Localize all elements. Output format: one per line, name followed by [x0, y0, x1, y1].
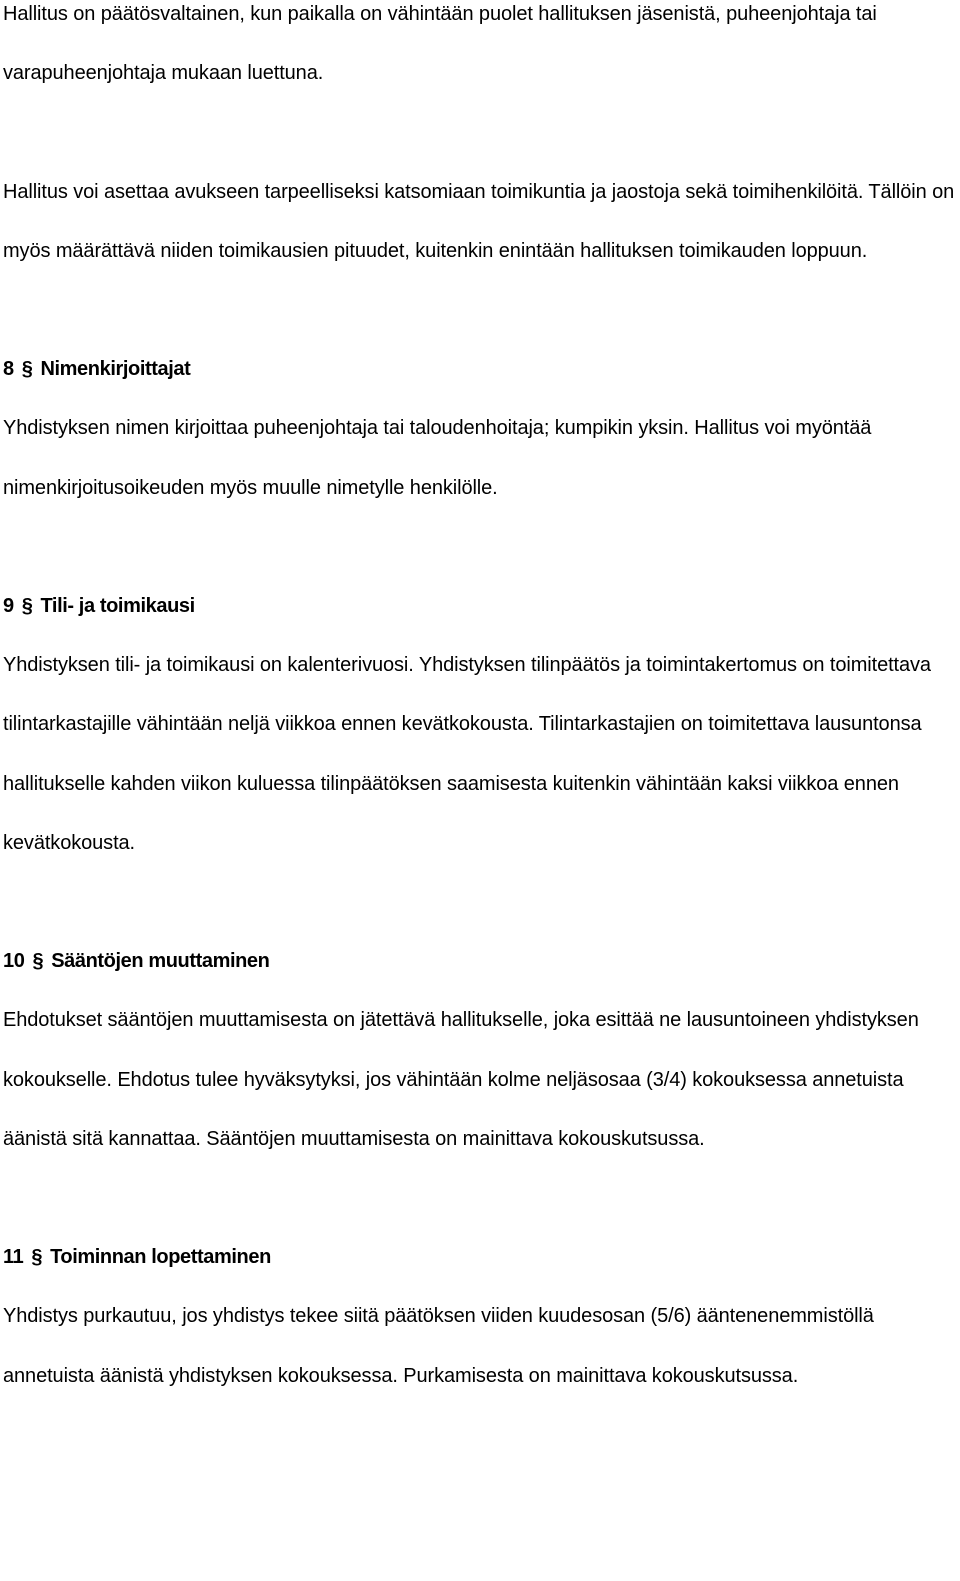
section-symbol: §: [32, 950, 44, 973]
section-title: Toiminnan lopettaminen: [50, 1246, 271, 1269]
section-symbol: §: [21, 358, 33, 381]
section-heading: [3, 932, 958, 991]
section-number: 9: [3, 594, 14, 617]
section-text: Yhdistyksen tili- ja toimikausi on kalenterivuosi. Yhdistyksen tilinpäätös ja toimintakertomus on toimitettava tilintarkastajille vähintään neljä viikkoa ennen kevätkokousta. Tilintarkastajien on toimitettava lausuntonsa hallitukselle kahden viikon kuluessa tilinpäätöksen saamisesta kuitenkin vähintään kaksi viikkoa ennen kevätkokousta.: [3, 654, 931, 854]
section-number: 10: [3, 950, 25, 973]
section-number: 11: [3, 1246, 24, 1269]
document-page: [3, 0, 958, 1406]
section-heading: [3, 340, 958, 399]
spacer: [3, 518, 958, 577]
paragraph-quorum: Hallitus on päätösvaltainen, kun paikalla on vähintään puolet hallituksen jäsenistä, puheenjohtaja tai varapuheenjohtaja mukaan luettuna.: [3, 3, 877, 85]
spacer: [3, 281, 958, 340]
spacer: [3, 103, 958, 162]
section-heading: [3, 577, 958, 636]
section-title: Sääntöjen muuttaminen: [51, 950, 270, 973]
section-title: Nimenkirjoittajat: [40, 358, 191, 381]
section-number: 8: [3, 358, 14, 381]
spacer: [3, 873, 958, 932]
paragraph-committees: Hallitus voi asettaa avukseen tarpeelliseksi katsomiaan toimikuntia ja jaostoja sekä toimihenkilöitä. Tällöin on myös määrättävä niiden toimikausien pituudet, kuitenkin enintään hallituksen toimikauden loppuun.: [3, 180, 955, 262]
section-heading: [3, 1228, 958, 1287]
section-10: [3, 932, 958, 1169]
section-symbol: §: [31, 1246, 43, 1269]
section-title: Tili- ja toimikausi: [40, 594, 195, 617]
section-text: Yhdistys purkautuu, jos yhdistys tekee siitä päätöksen viiden kuudesosan (5/6) ääntenenemmistöllä annetuista äänistä yhdistyksen kokouksessa. Purkamisesta on mainittava kokouskutsussa.: [3, 1305, 874, 1387]
section-text: Yhdistyksen nimen kirjoittaa puheenjohtaja tai taloudenhoitaja; kumpikin yksin. Hallitus voi myöntää nimenkirjoitusoikeuden myös muulle nimetylle henkilölle.: [3, 417, 872, 499]
section-11: [3, 1228, 958, 1406]
section-text: Ehdotukset sääntöjen muuttamisesta on jätettävä hallitukselle, joka esittää ne lausuntoineen yhdistyksen kokoukselle. Ehdotus tulee hyväksytyksi, jos vähintään kolme neljäsosaa (3/4) kokouksessa annetuista äänistä sitä kannattaa. Sääntöjen muuttamisesta on mainittava kokouskutsussa.: [3, 1009, 919, 1150]
section-symbol: §: [21, 594, 33, 617]
spacer: [3, 1169, 958, 1228]
section-9: [3, 577, 958, 873]
section-8: [3, 340, 958, 518]
